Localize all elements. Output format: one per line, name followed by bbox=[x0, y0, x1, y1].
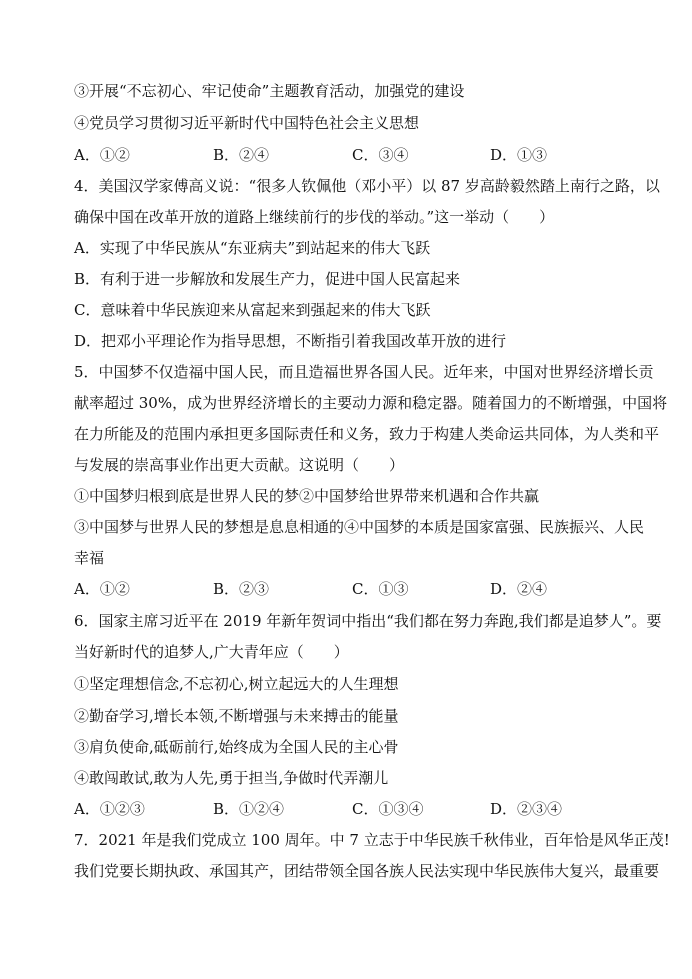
option-b: B．②③ bbox=[213, 580, 270, 598]
q5-options bbox=[74, 579, 634, 599]
option-d: D．②④ bbox=[490, 580, 548, 598]
q4-stem-line-1: 4．美国汉学家傅高义说：“很多人钦佩他（邓小平）以 87 岁高龄毅然踏上南行之路，以 bbox=[74, 177, 660, 195]
q6-item-2: ②勤奋学习,增长本领,不断增强与未来搏击的能量 bbox=[74, 707, 399, 725]
q5-stem-line-2: 献率超过 30%，成为世界经济增长的主要动力源和稳定器。随着国力的不断增强，中国将 bbox=[74, 394, 668, 412]
q4-option-a: A．实现了中华民族从“东亚病夫”到站起来的伟大飞跃 bbox=[74, 239, 431, 257]
option-d: D．①③ bbox=[490, 146, 548, 164]
prev-item-3: ③开展“不忘初心、牢记使命”主题教育活动，加强党的建设 bbox=[74, 82, 465, 100]
q5-stem-line-4: 与发展的崇高事业作出更大贡献。这说明（ ） bbox=[74, 456, 405, 474]
q6-item-1: ①坚定理想信念,不忘初心,树立起远大的人生理想 bbox=[74, 675, 399, 693]
q6-options bbox=[74, 799, 634, 819]
q7-stem-line-1: 7．2021 年是我们党成立 100 周年。中 7 立志于中华民族千秋伟业，百年恰是风华正茂! bbox=[74, 831, 670, 849]
prev-options bbox=[74, 145, 634, 165]
option-a: A．①②③ bbox=[74, 800, 145, 818]
option-a: A．①② bbox=[74, 146, 130, 164]
q4-option-b: B．有利于进一步解放和发展生产力，促进中国人民富起来 bbox=[74, 270, 461, 288]
q4-option-d: D．把邓小平理论作为指导思想，不断指引着我国改革开放的进行 bbox=[74, 332, 507, 350]
option-b: B．①②④ bbox=[213, 800, 285, 818]
q6-item-3: ③肩负使命,砥砺前行,始终成为全国人民的主心骨 bbox=[74, 738, 399, 756]
q5-items-line-1: ①中国梦归根到底是世界人民的梦②中国梦给世界带来机遇和合作共赢 bbox=[74, 487, 540, 505]
option-c: C．①③④ bbox=[352, 800, 424, 818]
q5-stem-line-1: 5．中国梦不仅造福中国人民，而且造福世界各国人民。近年来，中国对世界经济增长贡 bbox=[74, 363, 654, 381]
q6-stem-line-2: 当好新时代的追梦人,广大青年应（ ） bbox=[74, 643, 349, 661]
option-c: C．③④ bbox=[352, 146, 409, 164]
q6-stem-line-1: 6．国家主席习近平在 2019 年新年贺词中指出“我们都在努力奔跑,我们都是追梦人”。要 bbox=[74, 612, 662, 630]
q5-items-line-2: ③中国梦与世界人民的梦想是息息相通的④中国梦的本质是国家富强、民族振兴、人民 bbox=[74, 518, 645, 536]
q7-stem-line-2: 我们党要长期执政、承国其产，团结带领全国各族人民法实现中华民族伟大复兴，最重要 bbox=[74, 862, 660, 880]
q4-stem-line-2: 确保中国在改革开放的道路上继续前行的步伐的举动。”这一举动（ ） bbox=[74, 208, 555, 226]
q5-items-line-3: 幸福 bbox=[74, 549, 105, 567]
q4-option-c: C．意味着中华民族迎来从富起来到强起来的伟大飞跃 bbox=[74, 301, 431, 319]
q5-stem-line-3: 在力所能及的范围内承担更多国际责任和义务，致力于构建人类命运共同体，为人类和平 bbox=[74, 425, 660, 443]
q6-item-4: ④敢闯敢试,敢为人先,勇于担当,争做时代弄潮儿 bbox=[74, 769, 389, 787]
option-d: D．②③④ bbox=[490, 800, 563, 818]
option-b: B．②④ bbox=[213, 146, 270, 164]
option-c: C．①③ bbox=[352, 580, 409, 598]
option-a: A．①② bbox=[74, 580, 130, 598]
prev-item-4: ④党员学习贯彻习近平新时代中国特色社会主义思想 bbox=[74, 114, 420, 132]
